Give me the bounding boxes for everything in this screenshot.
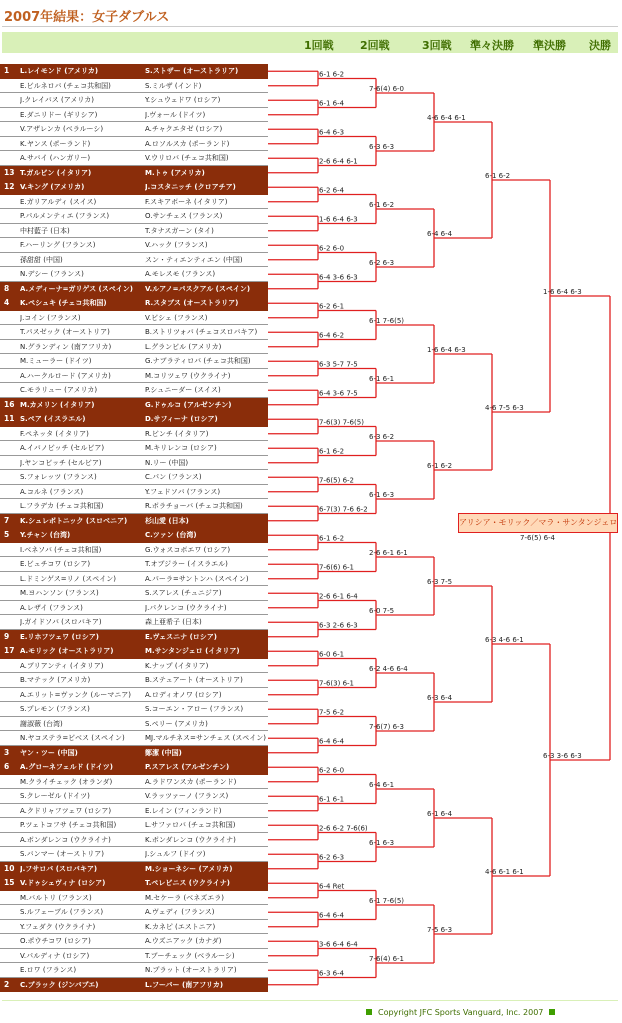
player-1: T.ガルビン (イタリア)	[20, 168, 92, 177]
player-2: J.シュルフ (ドイツ)	[145, 850, 206, 858]
player-1: K.シュレボトニック (スロベニア)	[20, 516, 128, 525]
match-score: 6-1 6-3	[369, 839, 395, 847]
player-2: J.コスタニッチ (クロアチア)	[145, 183, 236, 191]
player-1: Y.チャン (台湾)	[20, 531, 71, 539]
footer-divider	[2, 1000, 618, 1001]
player-1: A.ブリアンティ (イタリア)	[20, 661, 104, 670]
match-score: 6-3 2-6 6-3	[319, 621, 358, 630]
match-score: 6-2 4-6 6-4	[369, 665, 408, 673]
player-2: S.ミルザ (インド)	[145, 81, 202, 90]
player-2: J.ヴォール (ドイツ)	[145, 110, 206, 119]
player-2: S.コーエン・アロー (フランス)	[145, 705, 244, 713]
player-1: M.カメリン (イタリア)	[20, 400, 95, 409]
player-2: M.セケーラ (ベネズエラ)	[145, 893, 224, 902]
match-score: 7-6(3) 6-1	[319, 679, 355, 688]
player-1: O.ポウチコワ (ロシア)	[20, 937, 91, 945]
match-score: 6-0 6-1	[319, 650, 345, 659]
player-2: S.ペリー (アメリカ)	[145, 719, 208, 728]
match-score: 6-1 7-6(5)	[369, 317, 405, 325]
player-2: G.ナブラティロバ (チェコ共和国)	[145, 357, 251, 365]
player-1: P.ツェトコフサ (チェコ共和国)	[20, 821, 117, 829]
match-score: 6-3 3-6 6-3	[543, 752, 582, 760]
player-1: M.ヨハンソン (フランス)	[20, 589, 99, 597]
player-2: M.トゥ (アメリカ)	[145, 168, 205, 177]
player-1: S.バンマー (オーストリア)	[20, 850, 105, 858]
player-2: A.ロディオノワ (ロシア)	[145, 690, 222, 699]
player-1: V.ドゥシェヴィナ (ロシア)	[20, 879, 106, 887]
match-score: 3-6 6-4 6-4	[319, 940, 358, 949]
player-2: R.スタブス (オーストラリア)	[145, 299, 239, 307]
player-1: M.クライチェック (オランダ)	[20, 777, 113, 786]
player-2: 森上亜希子 (日本)	[145, 618, 202, 626]
seed-number: 3	[4, 747, 10, 757]
copyright-text: Copyright JFC Sports Vanguard, Inc. 2007	[378, 1008, 544, 1017]
player-1: A.レザイ (フランス)	[20, 603, 83, 612]
player-2: G.ウォスコボエワ (ロシア)	[145, 545, 231, 554]
player-1: A.サバイ (ハンガリー)	[20, 154, 91, 162]
seed-number: 2	[4, 979, 10, 989]
player-1: S.フォレッツ (フランス)	[20, 473, 97, 481]
player-1: F.ハーリング (フランス)	[20, 241, 96, 249]
player-1: E.ビルネロバ (チェコ共和国)	[20, 81, 111, 90]
player-1: J.フサロバ (スロバキア)	[20, 864, 98, 873]
player-2: P.スアレス (アルゼンチン)	[145, 763, 230, 771]
player-2: A.モレスモ (フランス)	[145, 270, 216, 278]
player-1: J.コイン (フランス)	[20, 313, 81, 322]
player-2: A.チャクエタゼ (ロシア)	[145, 125, 223, 133]
footer-square-icon	[366, 1009, 372, 1015]
player-1: F.ペネッタ (イタリア)	[20, 429, 89, 438]
match-score: 6-1 6-2	[319, 447, 345, 456]
match-score: 6-3 7-5	[427, 578, 453, 586]
match-score: 1-6 6-4 6-3	[319, 215, 358, 224]
player-1: V.パルディナ (ロシア)	[20, 951, 90, 960]
player-1: C.モラリュー (アメリカ)	[20, 386, 98, 394]
player-1: E.ロワ (フランス)	[20, 966, 77, 974]
seed-number: 8	[4, 283, 10, 293]
player-2: Y.シュウェドワ (ロシア)	[145, 96, 221, 104]
player-1: A.クドリャフツェワ (ロシア)	[20, 806, 112, 815]
player-2: A.ラドワンスカ (ポーランド)	[145, 777, 237, 786]
match-score: 6-4 Ret	[319, 882, 345, 891]
match-score: 7-5 6-2	[319, 708, 345, 717]
player-2: L.サファロバ (チェコ共和国)	[145, 821, 236, 829]
match-score: 6-1 6-4	[319, 99, 345, 108]
match-score: 7-6(4) 6-0	[369, 85, 405, 93]
player-2: J.パクレンコ (ウクライナ)	[145, 603, 227, 612]
page-title: 2007年結果：女子ダブルス	[4, 10, 170, 25]
player-1: L.レイモンド (アメリカ)	[20, 67, 99, 75]
seed-number: 4	[4, 298, 10, 307]
footer-square-icon	[549, 1009, 555, 1015]
player-2: Y.フェドソバ (フランス)	[145, 487, 221, 496]
footer	[360, 1008, 561, 1017]
match-score: 6-3 6-4	[427, 694, 453, 702]
player-2: M.キリレンコ (ロシア)	[145, 444, 217, 452]
player-2: D.サフィーナ (ロシア)	[145, 415, 218, 423]
match-score: 6-1 6-2	[319, 70, 345, 79]
match-score: 6-3 6-2	[369, 433, 395, 441]
player-1: B.マテック (アメリカ)	[20, 676, 91, 684]
player-2: P.シュニーダー (スイス)	[145, 386, 221, 394]
player-2: T.ブーチェック (ベラルーシ)	[145, 951, 235, 960]
match-score: 7-5 6-3	[427, 926, 453, 934]
match-score: 6-4 3-6 7-5	[319, 389, 358, 398]
match-score: 6-0 7-5	[369, 607, 395, 615]
player-2: T.ペレビニス (ウクライナ)	[145, 879, 230, 887]
round-header-3: 3回戦	[422, 39, 452, 52]
match-score: 2-6 6-4 6-1	[319, 157, 358, 166]
player-2: K.ナップ (イタリア)	[145, 661, 209, 670]
match-score: 6-3 6-3	[369, 143, 395, 151]
player-2: 鄭潔 (中国)	[145, 748, 182, 757]
match-score: 2-6 6-1 6-4	[319, 592, 358, 601]
player-1: M.ミューラー (ドイツ)	[20, 357, 92, 365]
player-2: E.レイン (フィンランド)	[145, 806, 222, 815]
player-1: A.グローネフェルド (ドイツ)	[20, 763, 113, 771]
match-score: 6-2 6-3	[369, 259, 395, 267]
player-2: T.タナスガーン (タイ)	[145, 226, 214, 235]
player-2: N.リー (中国)	[145, 458, 189, 467]
match-score: 7-6(3) 7-6(5)	[319, 418, 364, 427]
match-score: 6-2 6-0	[319, 766, 345, 775]
match-score: 6-1 6-1	[369, 375, 395, 383]
player-2: M.コリツェワ (ウクライナ)	[145, 371, 231, 380]
player-2: V.ハック (フランス)	[145, 241, 208, 249]
match-score: 6-4 6-3	[319, 128, 345, 137]
player-2: A.パーラ=サントンハ (スペイン)	[145, 574, 249, 583]
match-score: 2-6 6-1 6-1	[369, 549, 408, 557]
player-1: N.ヤコステラ=ビベス (スペイン)	[20, 734, 125, 742]
player-1: 孫甜甜 (中国)	[20, 255, 63, 264]
player-1: E.ダニリドー (ギリシア)	[20, 110, 98, 119]
player-2: C.ツァン (台湾)	[145, 531, 197, 539]
player-2: V.ラッツァーノ (フランス)	[145, 792, 229, 800]
seed-number: 5	[4, 530, 10, 539]
match-score: 6-4 6-4	[427, 230, 453, 238]
player-2: O.サンチェス (フランス)	[145, 212, 223, 220]
player-2: A.ウズニアック (カナダ)	[145, 937, 222, 945]
seed-number: 17	[4, 646, 15, 655]
match-score: 6-2 6-1	[319, 302, 345, 311]
player-2: M.ショーネシー (アメリカ)	[145, 864, 233, 873]
player-2: A.ヴェディ (フランス)	[145, 908, 215, 916]
player-1: E.ガリアルディ (スイス)	[20, 197, 97, 206]
player-2: M.サンタンジェロ (イタリア)	[145, 647, 240, 655]
player-2: E.ヴェスニナ (ロシア)	[145, 632, 217, 641]
player-1: P.パルメンティエ (フランス)	[20, 212, 110, 220]
player-1: I.ベネソバ (チェコ共和国)	[20, 545, 102, 554]
player-2: L.グランビル (アメリカ)	[145, 342, 222, 351]
player-1: E.リホフツェワ (ロシア)	[20, 632, 99, 641]
match-score: 6-4 6-4	[319, 911, 345, 920]
match-score: 4-6 7-5 6-3	[485, 404, 524, 412]
player-2: S.スアレス (チュニジア)	[145, 589, 222, 597]
player-2: K.カネピ (エストニア)	[145, 922, 216, 931]
player-1: S.クレーゼル (ドイツ)	[20, 792, 90, 800]
match-score: 6-1 6-4	[427, 810, 453, 818]
player-1: V.アザレンカ (ベラルーシ)	[20, 125, 104, 133]
match-score: 6-7(3) 7-6 6-2	[319, 505, 368, 514]
player-1: S.ペア (イスラエル)	[20, 415, 86, 423]
player-1: C.ブラック (ジンバブエ)	[20, 980, 99, 989]
player-2: 杉山愛 (日本)	[145, 516, 189, 525]
player-2: C.パン (フランス)	[145, 473, 202, 481]
player-2: V.ウリロバ (チェコ共和国)	[145, 154, 229, 162]
seed-number: 10	[4, 863, 15, 873]
match-score: 4-6 6-4 6-1	[427, 114, 466, 122]
match-score: 6-2 6-4	[319, 186, 345, 195]
player-2: A.ロソルスカ (ポーランド)	[145, 139, 230, 148]
player-1: K.ペシュキ (チェコ共和国)	[20, 299, 107, 307]
player-1: A.モリック (オーストラリア)	[20, 647, 114, 655]
player-2: R.ビンチ (イタリア)	[145, 429, 209, 438]
match-score: 6-1 6-2	[369, 201, 395, 209]
player-2: MJ.マルチネス=サンチェス (スペイン)	[145, 734, 267, 742]
player-1: S.プレモン (フランス)	[20, 705, 90, 713]
player-1: A.エリット=ヴァンク (ルーマニア)	[20, 690, 131, 699]
player-2: B.ストリツォバ (チェコスロバキア)	[145, 328, 258, 336]
match-score: 6-4 3-6 6-3	[319, 273, 358, 282]
match-score: 6-1 6-2	[427, 462, 453, 470]
round-header-2: 2回戦	[360, 39, 390, 52]
player-2: B.ステュアート (オーストリア)	[145, 676, 243, 684]
player-1: S.ルフェーブル (フランス)	[20, 908, 104, 916]
player-2: V.ビシェ (フランス)	[145, 313, 208, 322]
player-1: A.ハークルロード (アメリカ)	[20, 371, 111, 380]
match-score: 7-6(7) 6-3	[369, 723, 405, 731]
match-score: 6-4 6-4	[319, 737, 345, 746]
player-1: V.キング (アメリカ)	[20, 183, 85, 191]
player-2: G.ドゥルコ (アルゼンチン)	[145, 400, 232, 409]
match-score: 6-1 6-2	[485, 172, 511, 180]
player-2: N.プラット (オーストラリア)	[145, 966, 237, 974]
player-1: A.イバノビッチ (セルビア)	[20, 444, 105, 452]
seed-number: 11	[4, 414, 15, 423]
round-header-sf: 準決勝	[533, 39, 566, 52]
player-2: L.フーバー (南アフリカ)	[145, 980, 224, 989]
match-score: 6-4 6-1	[369, 781, 395, 789]
match-score: 7-6(6) 6-1	[319, 563, 355, 572]
player-1: A.メディーナ=ガリゲス (スペイン)	[20, 284, 133, 293]
match-score: 6-2 6-3	[319, 853, 345, 862]
player-1: ヤン・ツー (中国)	[20, 748, 78, 757]
player-1: L.フラデカ (チェコ共和国)	[20, 502, 104, 510]
seed-number: 16	[4, 399, 15, 409]
match-score: 6-1 6-2	[319, 534, 345, 543]
player-2: F.スキアボーネ (イタリア)	[145, 197, 228, 206]
match-score: 6-3 5-7 7-5	[319, 360, 358, 369]
seed-number: 9	[4, 631, 10, 641]
match-score: 1-6 6-4 6-3	[427, 346, 466, 354]
match-score: 6-3 6-4	[319, 969, 345, 978]
seed-number: 13	[4, 167, 15, 177]
player-1: N.デシー (フランス)	[20, 270, 84, 278]
round-header-1: 1回戦	[304, 39, 334, 52]
player-2: S.ストザー (オーストラリア)	[145, 67, 239, 75]
match-score: 6-1 6-1	[319, 795, 345, 804]
match-score: 6-4 6-2	[319, 331, 345, 340]
player-2: R.ボラチョーバ (チェコ共和国)	[145, 502, 243, 510]
match-score: 1-6 6-4 6-3	[543, 288, 582, 296]
seed-number: 6	[4, 762, 10, 771]
match-score: 4-6 6-1 6-1	[485, 868, 524, 876]
final-score: 7-6(5) 6-4	[520, 534, 556, 542]
player-1: J.ガイドソバ (スロバキア)	[20, 618, 102, 626]
player-1: M.バルトリ (フランス)	[20, 893, 92, 902]
player-1: K.ヤンス (ポーランド)	[20, 139, 91, 148]
match-score: 6-3 4-6 6-1	[485, 636, 524, 644]
seed-number: 15	[4, 878, 15, 887]
match-score: 6-1 7-6(5)	[369, 897, 405, 905]
player-1: J.クレイバス (アメリカ)	[20, 96, 94, 104]
player-1: Y.フェダク (ウクライナ)	[20, 922, 96, 931]
player-1: N.グランディン (南アフリカ)	[20, 342, 112, 351]
match-score: 7-6(5) 6-2	[319, 476, 355, 485]
player-2: K.ボンダレンコ (ウクライナ)	[145, 835, 236, 844]
round-header-qf: 準々決勝	[470, 39, 514, 52]
champion-box: アリシア・モリック／マラ・サンタンジェロ	[458, 513, 618, 533]
round-header-final: 決勝	[589, 39, 611, 52]
player-2: スン・ティエンティエン (中国)	[145, 255, 243, 264]
seed-number: 7	[4, 515, 10, 525]
seed-number: 12	[4, 182, 15, 191]
player-1: L.ドミンゲス=リノ (スペイン)	[20, 574, 116, 583]
player-1: J.ヤンコビッチ (セルビア)	[20, 458, 102, 467]
match-score: 6-2 6-0	[319, 244, 345, 253]
player-1: 謝淑薇 (台湾)	[20, 719, 63, 728]
match-score: 2-6 6-2 7-6(6)	[319, 824, 368, 833]
seed-number: 1	[4, 66, 10, 75]
player-1: A.コルネ (フランス)	[20, 487, 84, 496]
player-1: 中村藍子 (日本)	[20, 226, 70, 235]
player-2: T.オブジラー (イスラエル)	[145, 560, 228, 568]
match-score: 6-1 6-3	[369, 491, 395, 499]
player-1: T.パスゼック (オーストリア)	[20, 328, 110, 336]
match-score: 7-6(4) 6-1	[369, 955, 405, 963]
player-1: A.ボンダレンコ (ウクライナ)	[20, 835, 111, 844]
player-1: E.ビュチコワ (ロシア)	[20, 560, 91, 568]
player-2: V.ルアノ=パスクアル (スペイン)	[145, 284, 251, 293]
